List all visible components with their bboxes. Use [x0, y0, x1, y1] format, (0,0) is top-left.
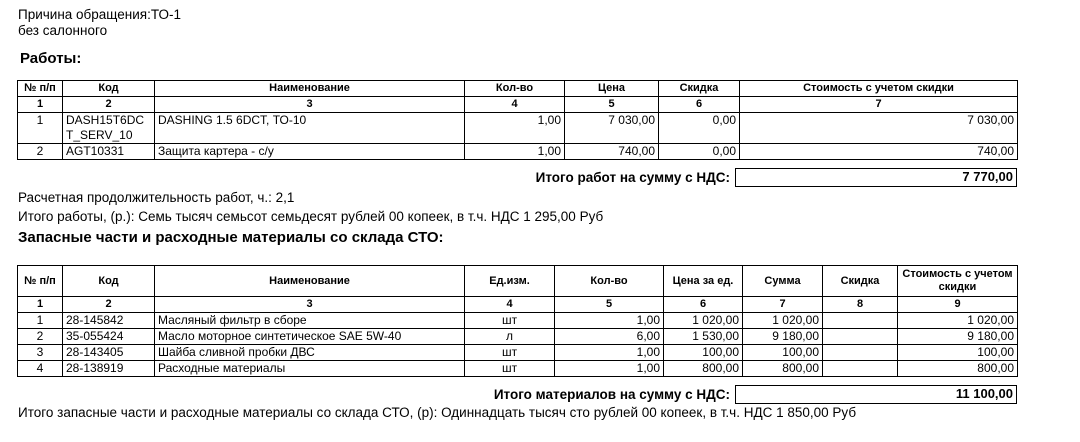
works-total-text: Итого работы, (р.): Семь тысяч семьсот семьдесят рублей 00 копеек, в т.ч. НДС 1 295,00 Руб	[18, 209, 604, 224]
col-header: Сумма	[743, 266, 823, 297]
col-header: Кол-во	[555, 266, 664, 297]
col-number: 4	[465, 297, 555, 313]
row-discount	[823, 329, 898, 345]
row-name: DASHING 1.5 6DCT, ТО-10	[155, 113, 465, 144]
materials-total-text: Итого запасные части и расходные материалы со склада СТО, (р): Одиннадцать тысяч сто рублей 00 копеек, в т.ч. НДС 1 850,00 Руб	[18, 405, 857, 420]
col-header: Стоимость с учетом скидки	[740, 81, 1018, 97]
col-header: Скидка	[823, 266, 898, 297]
col-number: 3	[155, 297, 465, 313]
works-number-row	[18, 97, 1018, 113]
table-row	[18, 361, 1018, 377]
row-qty: 1,00	[465, 113, 565, 144]
row-number: 1	[18, 313, 63, 329]
col-number: 7	[743, 297, 823, 313]
reason-line: Причина обращения:ТО-1	[18, 7, 181, 22]
col-header: № п/п	[18, 81, 63, 97]
col-header: Кол-во	[465, 81, 565, 97]
col-number: 5	[555, 297, 664, 313]
row-code: 28-145842	[63, 313, 155, 329]
row-qty: 1,00	[465, 144, 565, 160]
works-duration: Расчетная продолжительность работ, ч.: 2,1	[18, 190, 295, 205]
row-sum: 1 020,00	[743, 313, 823, 329]
col-header: Цена за ед.	[664, 266, 743, 297]
materials-number-row	[18, 297, 1018, 313]
row-number: 1	[18, 113, 63, 144]
row-unit: шт	[465, 361, 555, 377]
row-discount: 0,00	[659, 144, 740, 160]
table-row	[18, 113, 1018, 144]
row-number: 3	[18, 345, 63, 361]
col-header: Ед.изм.	[465, 266, 555, 297]
col-number: 5	[565, 97, 659, 113]
materials-total-value: 11 100,00	[735, 385, 1017, 404]
col-number: 1	[18, 97, 63, 113]
row-discount	[823, 345, 898, 361]
row-unit: л	[465, 329, 555, 345]
col-number: 2	[63, 297, 155, 313]
col-number: 1	[18, 297, 63, 313]
row-code: AGT10331	[63, 144, 155, 160]
col-header: Код	[63, 81, 155, 97]
row-cost: 100,00	[898, 345, 1018, 361]
materials-table	[17, 265, 1018, 377]
col-header: Цена	[565, 81, 659, 97]
works-table	[17, 80, 1018, 160]
row-cost: 9 180,00	[898, 329, 1018, 345]
row-unit: шт	[465, 345, 555, 361]
table-row	[18, 329, 1018, 345]
row-discount	[823, 313, 898, 329]
materials-total-label: Итого материалов на сумму с НДС:	[493, 387, 730, 402]
row-name: Масляный фильтр в сборе	[155, 313, 465, 329]
col-number: 6	[659, 97, 740, 113]
col-number: 8	[823, 297, 898, 313]
row-qty: 1,00	[555, 361, 664, 377]
row-name: Шайба сливной пробки ДВС	[155, 345, 465, 361]
row-number: 2	[18, 144, 63, 160]
col-header: № п/п	[18, 266, 63, 297]
col-number: 6	[664, 297, 743, 313]
col-number: 3	[155, 97, 465, 113]
row-price: 1 530,00	[664, 329, 743, 345]
row-qty: 1,00	[555, 313, 664, 329]
row-name: Защита картера - с/у	[155, 144, 465, 160]
materials-title: Запасные части и расходные материалы со склада СТО:	[18, 229, 444, 246]
row-discount: 0,00	[659, 113, 740, 144]
table-row	[18, 144, 1018, 160]
col-header: Скидка	[659, 81, 740, 97]
table-row	[18, 313, 1018, 329]
row-sum: 100,00	[743, 345, 823, 361]
works-total-value: 7 770,00	[735, 168, 1017, 187]
works-title: Работы:	[20, 50, 82, 67]
col-header: Стоимость с учетом скидки	[898, 266, 1018, 297]
row-price: 1 020,00	[664, 313, 743, 329]
row-qty: 1,00	[555, 345, 664, 361]
row-name: Масло моторное синтетическое SAE 5W-40	[155, 329, 465, 345]
row-sum: 800,00	[743, 361, 823, 377]
row-number: 4	[18, 361, 63, 377]
col-number: 9	[898, 297, 1018, 313]
row-price: 7 030,00	[565, 113, 659, 144]
row-code: 28-143405	[63, 345, 155, 361]
row-number: 2	[18, 329, 63, 345]
row-code: 35-055424	[63, 329, 155, 345]
row-code: DASH15T6DCT_SERV_10	[63, 113, 155, 144]
row-code: 28-138919	[63, 361, 155, 377]
col-header: Наименование	[155, 266, 465, 297]
row-unit: шт	[465, 313, 555, 329]
materials-header-row	[18, 266, 1018, 297]
col-header: Код	[63, 266, 155, 297]
note-line: без салонного	[18, 23, 108, 38]
col-number: 7	[740, 97, 1018, 113]
works-header-row	[18, 81, 1018, 97]
row-price: 100,00	[664, 345, 743, 361]
row-price: 800,00	[664, 361, 743, 377]
col-number: 2	[63, 97, 155, 113]
row-cost: 7 030,00	[740, 113, 1018, 144]
row-cost: 800,00	[898, 361, 1018, 377]
row-sum: 9 180,00	[743, 329, 823, 345]
row-cost: 740,00	[740, 144, 1018, 160]
row-cost: 1 020,00	[898, 313, 1018, 329]
row-name: Расходные материалы	[155, 361, 465, 377]
row-qty: 6,00	[555, 329, 664, 345]
row-discount	[823, 361, 898, 377]
works-total-label: Итого работ на сумму с НДС:	[535, 170, 730, 185]
col-number: 4	[465, 97, 565, 113]
col-header: Наименование	[155, 81, 465, 97]
table-row	[18, 345, 1018, 361]
row-price: 740,00	[565, 144, 659, 160]
